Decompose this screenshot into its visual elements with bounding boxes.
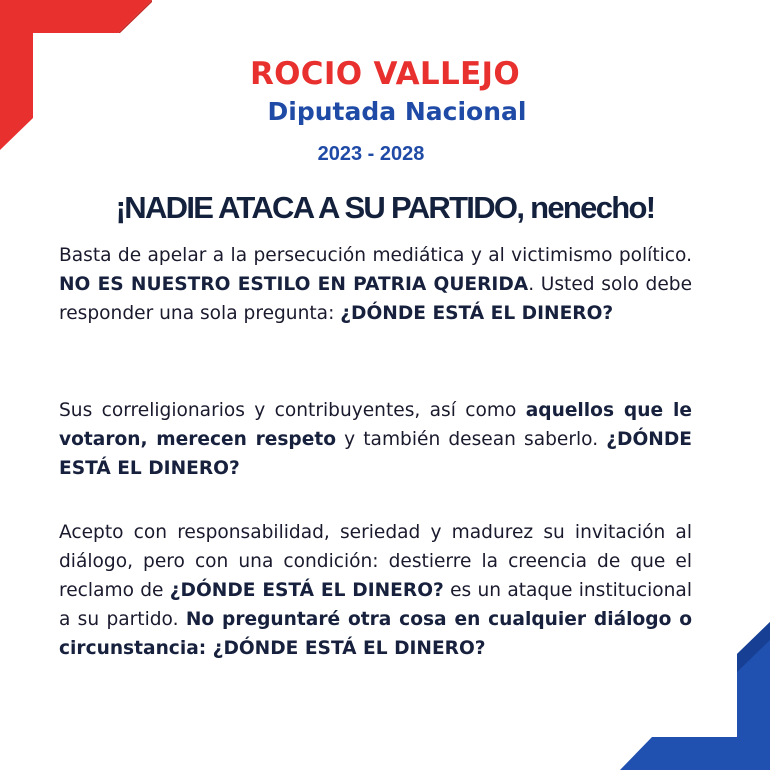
paragraph-2-bold-b: ¿DÓNDE ESTÁ EL DINERO? [59,429,692,479]
paragraph-3 [59,518,692,663]
page-headline: ¡NADIE ATACA A SU PARTIDO, nenecho! [115,190,655,225]
deputy-role: Diputada Nacional [267,97,527,126]
paragraph-1-text-b: . Usted solo debe responder una sola pregunta: [59,274,693,324]
paragraph-1-text-a: Basta de apelar a la persecución mediática y al victimismo político. [59,245,692,266]
paragraph-2-text-b: y también desean saberlo. [336,429,607,450]
paragraph-3-bold-a: ¿DÓNDE ESTÁ EL DINERO? [169,580,444,601]
term-years: 2023 - 2028 [317,143,425,165]
paragraph-1-bold-a: NO ES NUESTRO ESTILO EN PATRIA QUERIDA [59,274,529,295]
paragraph-2-bold-a: aquellos que le votaron, merecen respeto [59,400,692,450]
paragraph-3-text-b: es un ataque institucional a su partido. [59,580,692,630]
paragraph-2 [59,396,692,483]
paragraph-1 [59,241,692,328]
paragraph-1-bold-b: ¿DÓNDE ESTÁ EL DINERO? [340,303,614,324]
paragraph-3-text-a: Acepto con responsabilidad, seriedad y madurez su invitación al diálogo, pero con una condición: destierre la creencia de que el reclamo de [59,522,692,601]
deputy-name: ROCIO VALLEJO [249,56,520,92]
paragraph-2-text-a: Sus correligionarios y contribuyentes, así como [59,400,526,421]
paragraph-3-bold-b: No preguntaré otra cosa en cualquier diálogo o circunstancia: ¿DÓNDE ESTÁ EL DINERO? [59,609,692,659]
